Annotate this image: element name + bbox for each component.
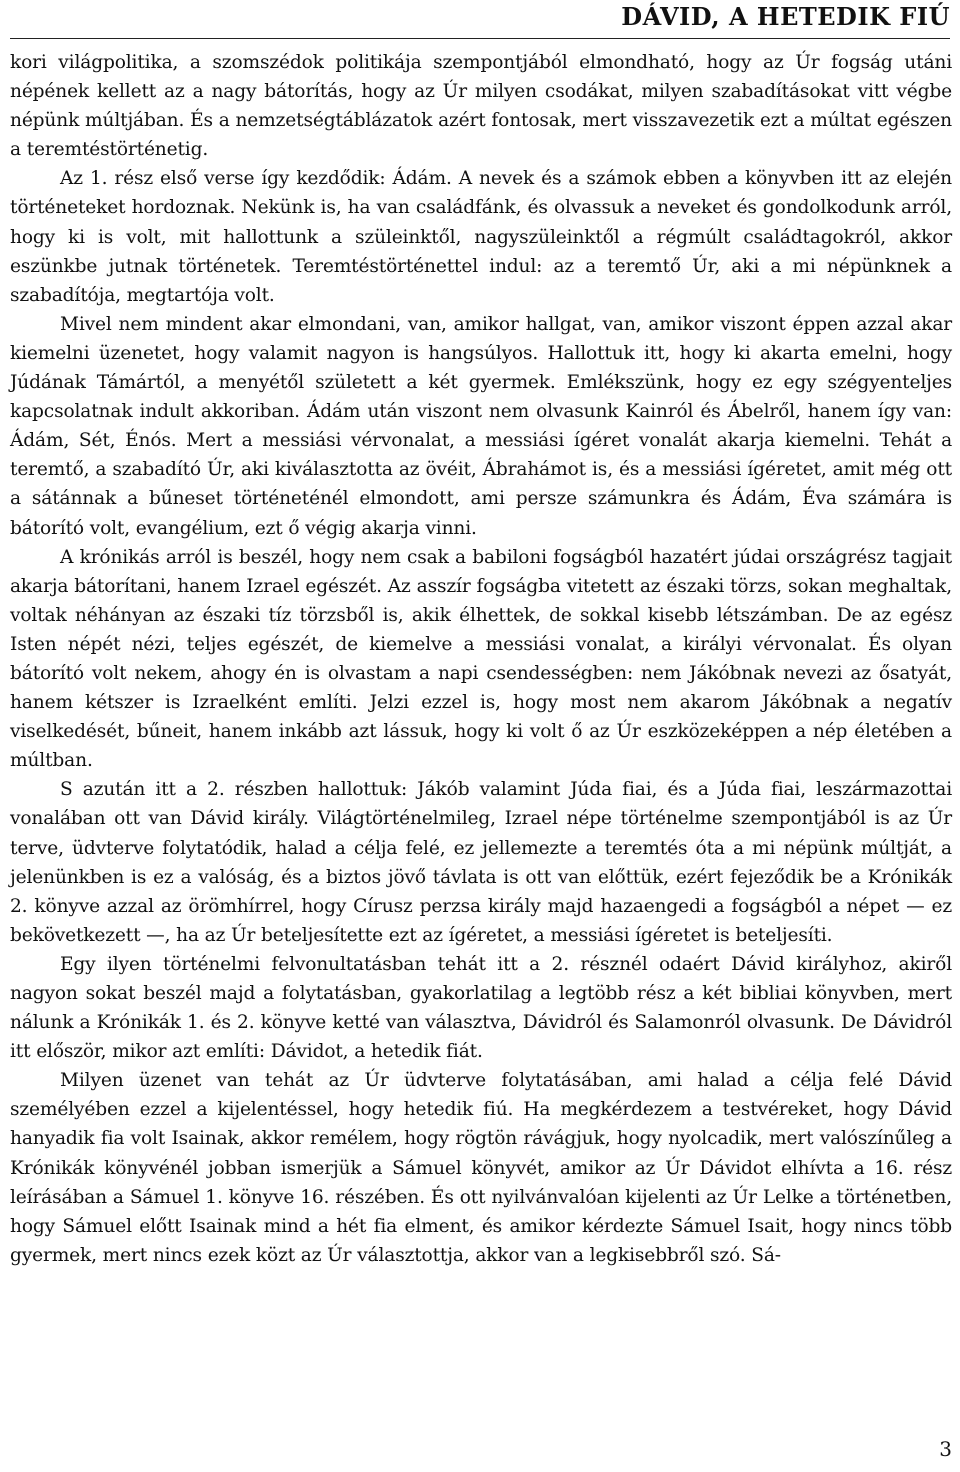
- paragraph: Mivel nem mindent akar elmondani, van, amikor hallgat, van, amikor viszont éppen azzal akar kiemelni üzenetet, hogy valamit nagyon is hangsúlyos. Hallottuk itt, hogy ki akarta emelni, hogy Júdának Támártól, a menyétől született a két gyermek. Emlékszünk, hogy ez egy szégyenteljes kapcsolatnak indult akkoriban. Ádám után viszont nem olvasunk Kainról és Ábelről, hanem így van: Ádám, Sét, Énós. Mert a messiási vérvonalat, a messiási ígéret vonalát akarja kiemelni. Tehát a teremtő, a szabadító Úr, aki kiválasztotta az övéit, Ábrahámot is, és a messiási ígéretet, amit még ott a sátánnak a bűneset történeténél elmondott, ami persze számunkra és Ádám, Éva számára is bátorító volt, evangélium, ezt ő végig akarja vinni.: [10, 313, 952, 539]
- paragraph: kori világpolitika, a szomszédok politikája szempontjából elmondható, hogy az Úr fogság utáni népének kellett az a nagy bátorítás, hogy az Úr milyen csodákat, milyen szabadításokat vitt végbe népünk múltjában. És a nemzetségtáblázatok azért fontosak, mert visszavezetik ezt a múltat egészen a teremtéstörténetig.: [10, 52, 952, 161]
- header-rule: [10, 38, 950, 39]
- page-number: 3: [939, 1437, 952, 1461]
- running-header-title: DÁVID, A HETEDIK FIÚ: [621, 2, 950, 31]
- paragraph: Milyen üzenet van tehát az Úr üdvterve folytatásában, ami halad a célja felé Dávid személyében ezzel a kijelentéssel, hogy hetedik fiú. Ha megkérdezem a testvéreket, hogy Dávid hanyadik fia volt Isainak, akkor remélem, hogy rögtön rávágjuk, hogy nyolcadik, mert valószínűleg a Krónikák könyvénél jobban ismerjük a Sámuel könyvét, amikor az Úr Dávidot elhívta a 16. rész leírásában a Sámuel 1. könyve 16. részében. És ott nyilvánvalóan kijelenti az Úr Lelke a történetben, hogy Sámuel előtt Isainak mind a hét fia elment, és amikor kérdezte Sámuel Isait, hogy nincs több gyermek, mert nincs ezek közt az Úr választottja, akkor van a legkisebbről szó. Sá-: [10, 1070, 952, 1266]
- paragraph: Egy ilyen történelmi felvonultatásban tehát itt a 2. résznél odaért Dávid királyhoz, akiről nagyon sokat beszél majd a folytatásban, gyakorlatilag a legtöbb rész a két bibliai könyvben, mert nálunk a Krónikák 1. és 2. könyve ketté van választva, Dávidról és Salamonról olvasunk. De Dávidról itt először, mikor azt említi: Dávidot, a hetedik fiát.: [10, 953, 952, 1063]
- body-text: [10, 48, 952, 1270]
- paragraph: S azután itt a 2. részben hallottuk: Jákób valamint Júda fiai, és a Júda fiai, leszármazottai vonalában ott van Dávid király. Világtörténelmileg, Izrael népe történelme szempontjából is az Úr terve, üdvterve folytatódik, halad a célja felé, ez jellemezte a teremtés óta a mi népünk múltját, a jelenünkben is ez a valóság, és a biztos jövő távlata is ott van előttük, ezért fejeződik be a Krónikák 2. könyve azzal az örömhírrel, hogy Círusz perzsa király majd hazaengedi a fogságból a népet — ez bekövetkezett —, ha az Úr beteljesítette ezt az ígéretet, a messiási ígéretet is beteljesíti.: [10, 779, 952, 946]
- paragraph: Az 1. rész első verse így kezdődik: Ádám. A nevek és a számok ebben a könyvben itt az elején történeteket hordoznak. Nekünk is, ha van családfánk, és olvassuk a neveket és gondolkodunk arról, hogy ki is volt, mit hallottunk a szüleinktől, nagyszüleinktől a régmúlt családtagokról, akkor eszünkbe jutnak történetek. Teremtéstörténettel indul: az a teremtő Úr, aki a mi népünknek a szabadítója, megtartója volt.: [10, 168, 952, 306]
- paragraph: A krónikás arról is beszél, hogy nem csak a babiloni fogságból hazatért júdai országrész tagjait akarja bátorítani, hanem Izrael egészét. Az asszír fogságba vitetett az északi törzs, sokan meghaltak, voltak néhányan az északi tíz törzsből is, akik élhettek, de sokkal kisebb létszámban. De az egész Isten népét nézi, teljes egészét, de kiemelve a messiási vonalat, a királyi vérvonalat. És olyan bátorító volt nekem, ahogy én is olvastam a napi csendességben: nem Jákóbnak nevezi az ősatyát, hanem kétszer is Izraelként említi. Jelzi ezzel is, hogy most nem akarom Jákóbnak a negatív viselkedését, bűneit, hanem inkább azt lássuk, hogy ki volt ő az Úr eszközeképpen a nép életében a múltban.: [10, 546, 952, 772]
